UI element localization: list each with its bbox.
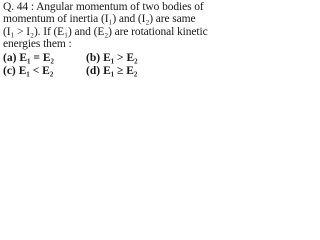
option-d[interactable] [86, 65, 186, 78]
question-line-2: momentum of inertia (I₁) and (I₂) are same [3, 13, 196, 26]
option-d-letter: (d) [86, 64, 101, 77]
option-b-letter: (b) [86, 51, 101, 64]
option-d-text: E₁ ≥ E₂ [103, 64, 138, 77]
option-c-letter: (c) [3, 64, 16, 77]
option-b[interactable] [86, 52, 186, 65]
answer-options [3, 52, 197, 78]
question-card [0, 0, 208, 78]
question-line-4: energies them : [3, 38, 72, 51]
option-a-text: E₁ = E₂ [19, 51, 54, 64]
option-c[interactable] [3, 65, 86, 78]
question-line-3: (I₁ > I₂). If (E₁) and (E₂) are rotational kinetic [3, 25, 208, 38]
option-b-text: E₁ > E₂ [103, 51, 138, 64]
option-a-letter: (a) [3, 51, 17, 64]
option-a[interactable] [3, 52, 86, 65]
option-c-text: E₁ < E₂ [18, 64, 54, 77]
question-line-1: Q. 44 : Angular momentum of two bodies of [3, 1, 204, 13]
